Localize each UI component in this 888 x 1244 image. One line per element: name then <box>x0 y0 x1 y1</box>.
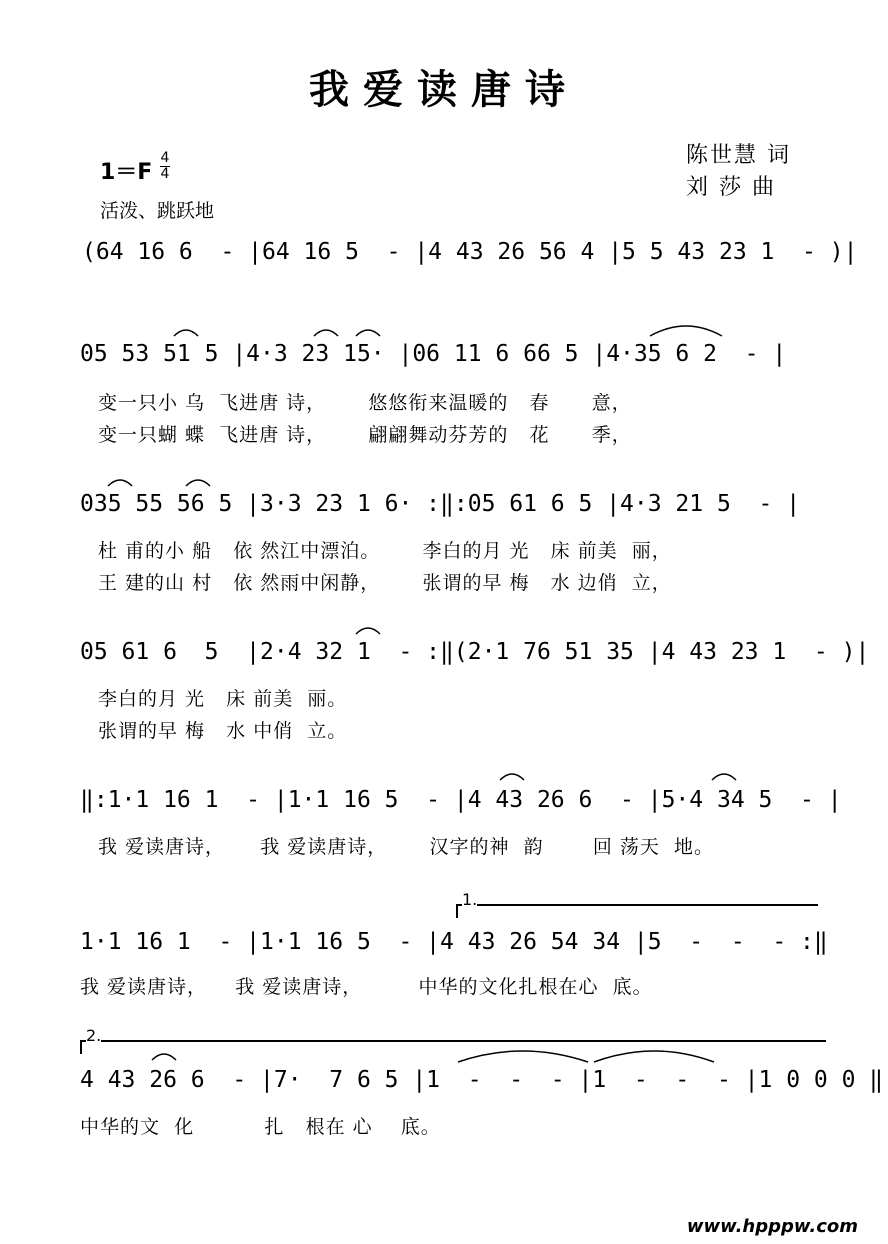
lyric-ending-line: 中华的文 化 扎 根在 心 底。 <box>80 1116 441 1138</box>
lyric-chorus-line2: 我 爱读唐诗， 我 爱读唐诗， 中华的文化扎根在心 底。 <box>80 976 653 998</box>
lyric-verse2-line2: 王 建的山 村 依 然雨中闲静， 张谓的早 梅 水 边俏 立， <box>98 572 672 594</box>
music-line-2: 035 55 56 5 |3·3 23 1 6· :‖:05 61 6 5 |4·3 21 5 - | <box>80 491 801 517</box>
lyric-chorus-line1: 我 爱读唐诗， 我 爱读唐诗， 汉字的神 韵 回 荡天 地。 <box>98 836 714 858</box>
key-signature: 1＝F <box>100 160 153 185</box>
lyric-verse1-line1: 变一只小 乌 飞进唐 诗， 悠悠衔来温暖的 春 意， <box>98 392 632 414</box>
music-line-intro: (64 16 6 - |64 16 5 - |4 43 26 56 4 |5 5 43 23 1 - )| <box>82 239 858 265</box>
music-line-3: 05 61 6 5 |2·4 32 1 - :‖(2·1 76 51 35 |4 43 23 1 - )| <box>80 639 870 665</box>
music-line-ending: 4 43 26 6 - |7· 7 6 5 |1 - - - |1 - - - |1 0 0 0 ‖ <box>80 1067 884 1093</box>
composer-credit: 刘 莎 曲 <box>686 175 776 200</box>
music-line-chorus-2: 1·1 16 1 - |1·1 16 5 - |4 43 26 54 34 |5 - - - :‖ <box>80 929 828 955</box>
lyricist-credit: 陈世慧 词 <box>686 143 791 168</box>
lyric-verse1-line2: 杜 甫的小 船 依 然江中漂泊。 李白的月 光 床 前美 丽， <box>98 540 672 562</box>
meter-top: 4 <box>160 150 170 166</box>
lyric-verse1-line3: 李白的月 光 床 前美 丽。 <box>98 688 348 710</box>
meter-bottom: 4 <box>160 166 170 182</box>
lyric-verse2-line1: 变一只蝴 蝶 飞进唐 诗， 翩翩舞动芬芳的 花 季， <box>98 424 632 446</box>
tempo-marking: 活泼、跳跃地 <box>100 200 215 222</box>
website-watermark[interactable]: www.hpppw.com <box>686 1216 858 1237</box>
music-line-1: 05 53 51 5 |4·3 23 15· |06 11 6 66 5 |4·35 6 2 - | <box>80 341 787 367</box>
second-ending-label: 2. <box>86 1026 102 1045</box>
lyric-verse2-line3: 张谓的早 梅 水 中俏 立。 <box>98 720 348 742</box>
song-title: 我爱读唐诗 <box>309 66 579 113</box>
first-ending-label: 1. <box>462 890 478 909</box>
music-line-chorus-1: ‖:1·1 16 1 - |1·1 16 5 - |4 43 26 6 - |5·4 34 5 - | <box>80 787 842 813</box>
